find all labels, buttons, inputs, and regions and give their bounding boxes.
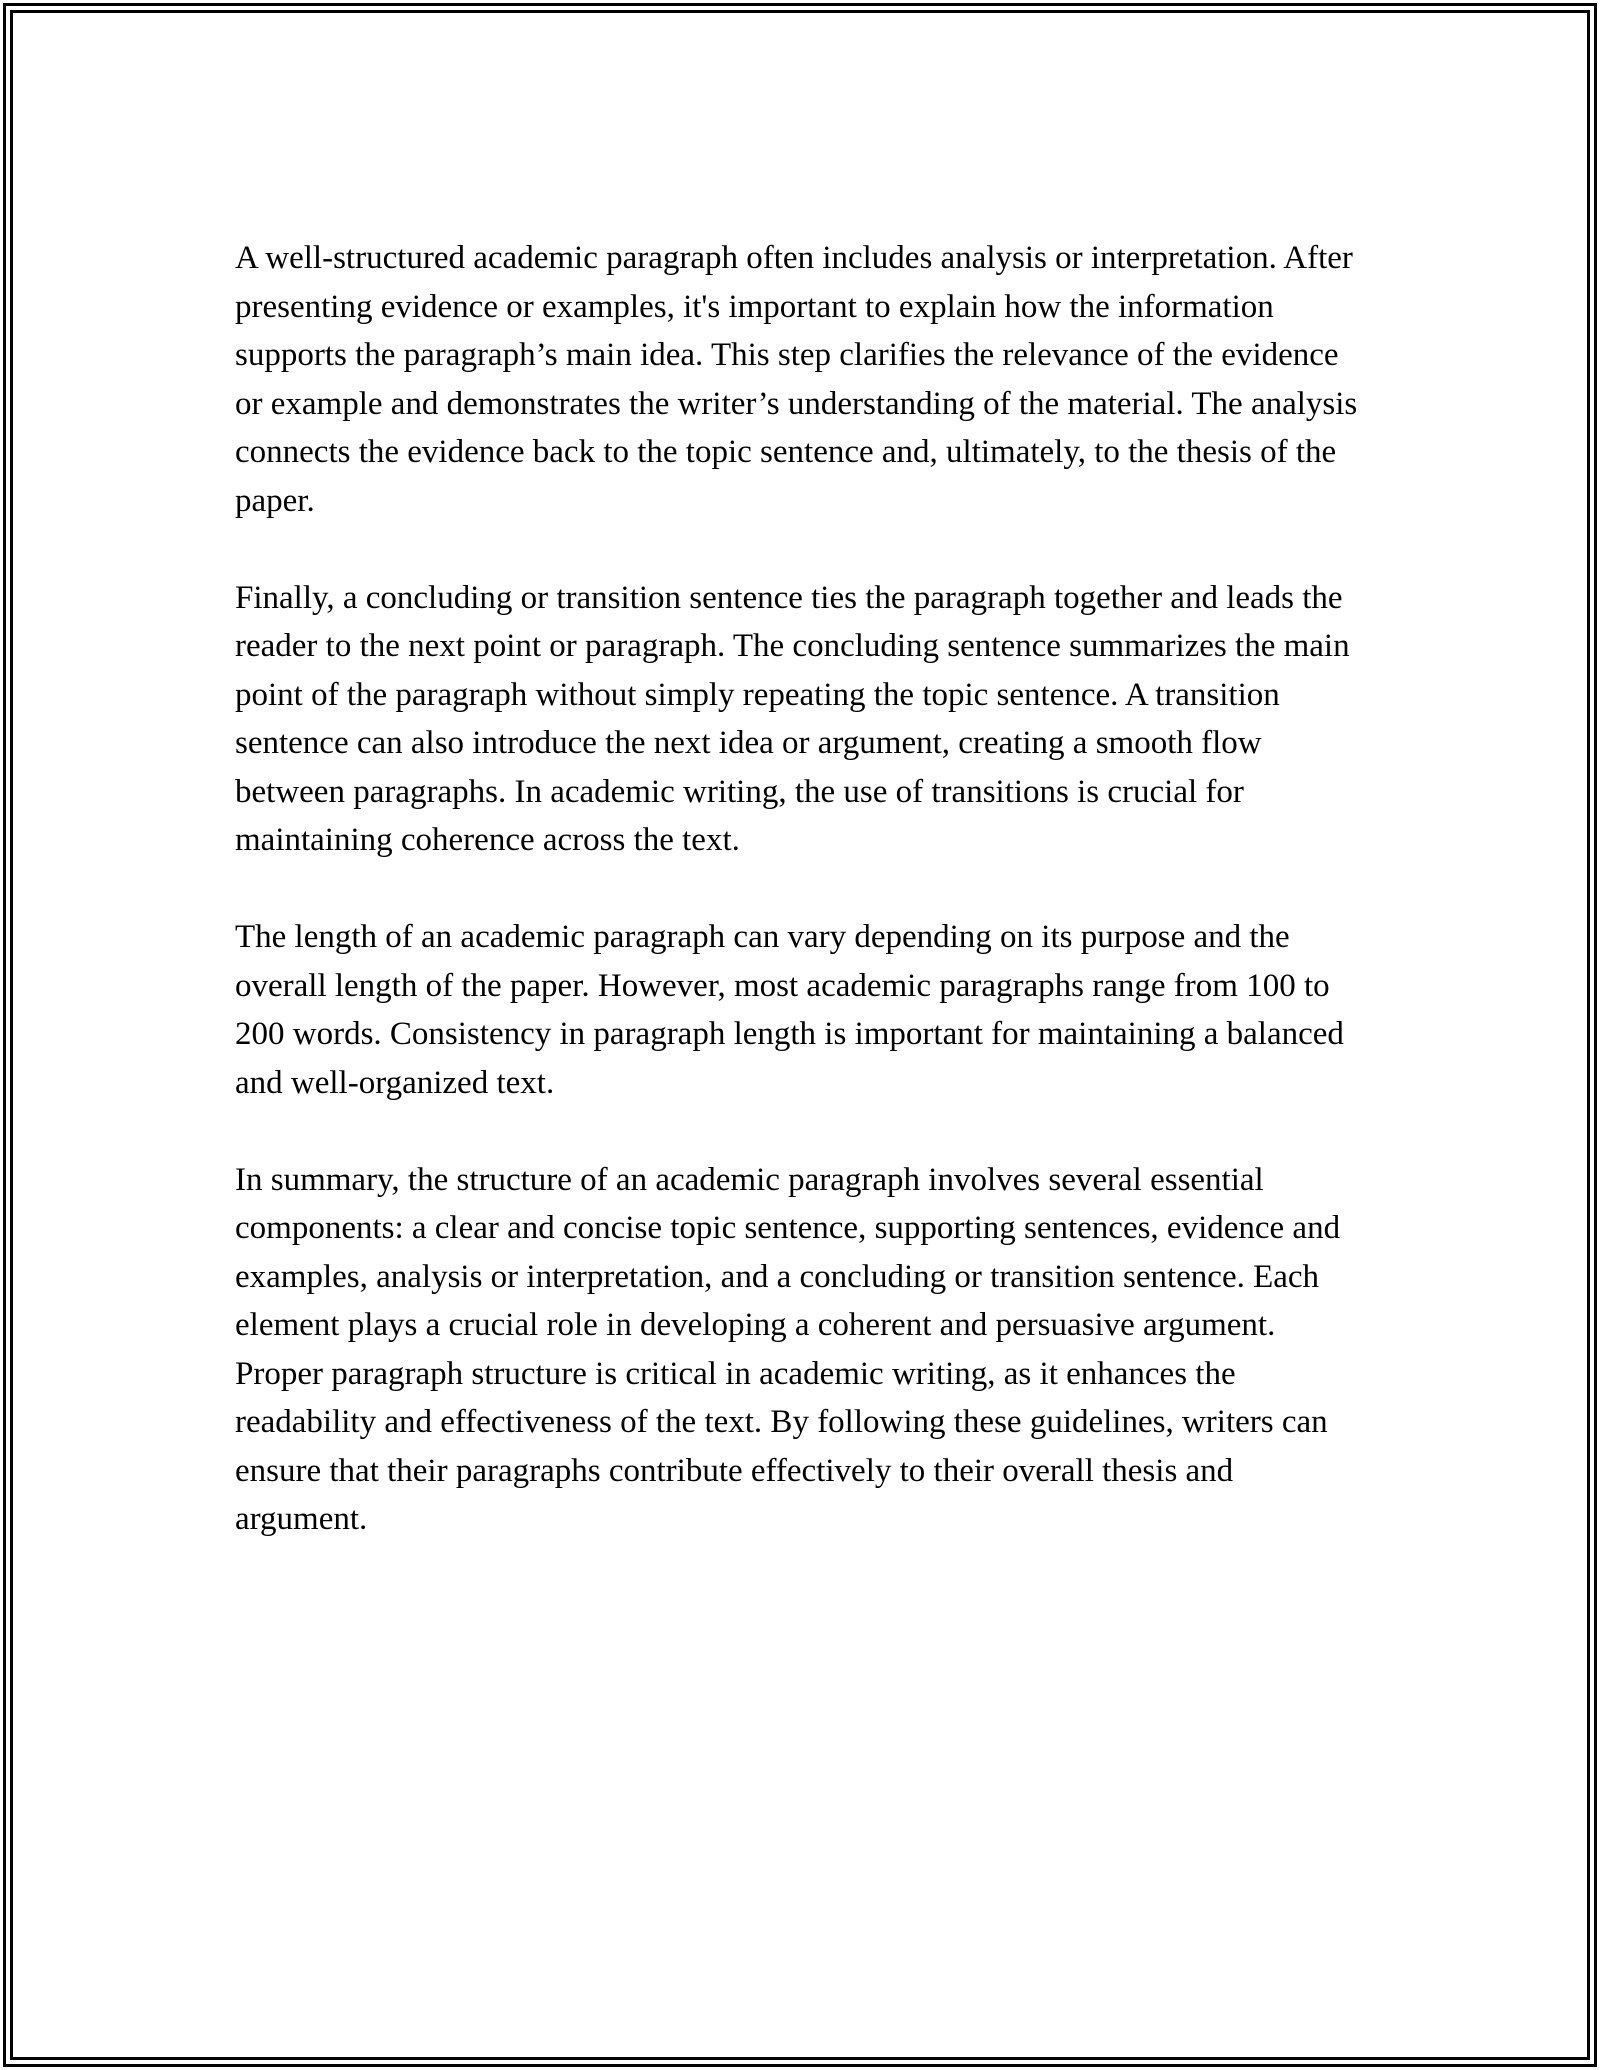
paragraph-summary: In summary, the structure of an academic paragraph involves several essential components: a clear and concise topic sentence, supporting sentences, evidence and examples, analysis or interpretation, and a concluding or transition sentence. Each element plays a crucial role in developing a coherent and persuasive argument. Proper paragraph structure is critical in academic writing, as it enhances the readability and effectiveness of the text. By following these guidelines, writers can ensure that their paragraphs contribute effectively to their overall thesis and argument. xyxy=(235,1161,1341,1537)
paragraph-length: The length of an academic paragraph can vary depending on its purpose and the overall length of the paper. However, most academic paragraphs range from 100 to 200 words. Consistency in paragraph length is important for maintaining a balanced and well-organized text. xyxy=(235,919,1344,1101)
document-body xyxy=(235,234,1365,1592)
paragraph-concluding-sentence: Finally, a concluding or transition sentence ties the paragraph together and leads the reader to the next point or paragraph. The concluding sentence summarizes the main point of the paragraph without simply repeating the topic sentence. A transition sentence can also introduce the next idea or argument, creating a smooth flow between paragraphs. In academic writing, the use of transitions is crucial for maintaining coherence across the text. xyxy=(235,579,1350,858)
paragraph-analysis: A well-structured academic paragraph often includes analysis or interpretation. After presenting evidence or examples, it's important to explain how the information supports the paragraph’s main idea. This step clarifies the relevance of the evidence or example and demonstrates the writer’s understanding of the material. The analysis connects the evidence back to the topic sentence and, ultimately, to the thesis of the paper. xyxy=(235,240,1358,519)
